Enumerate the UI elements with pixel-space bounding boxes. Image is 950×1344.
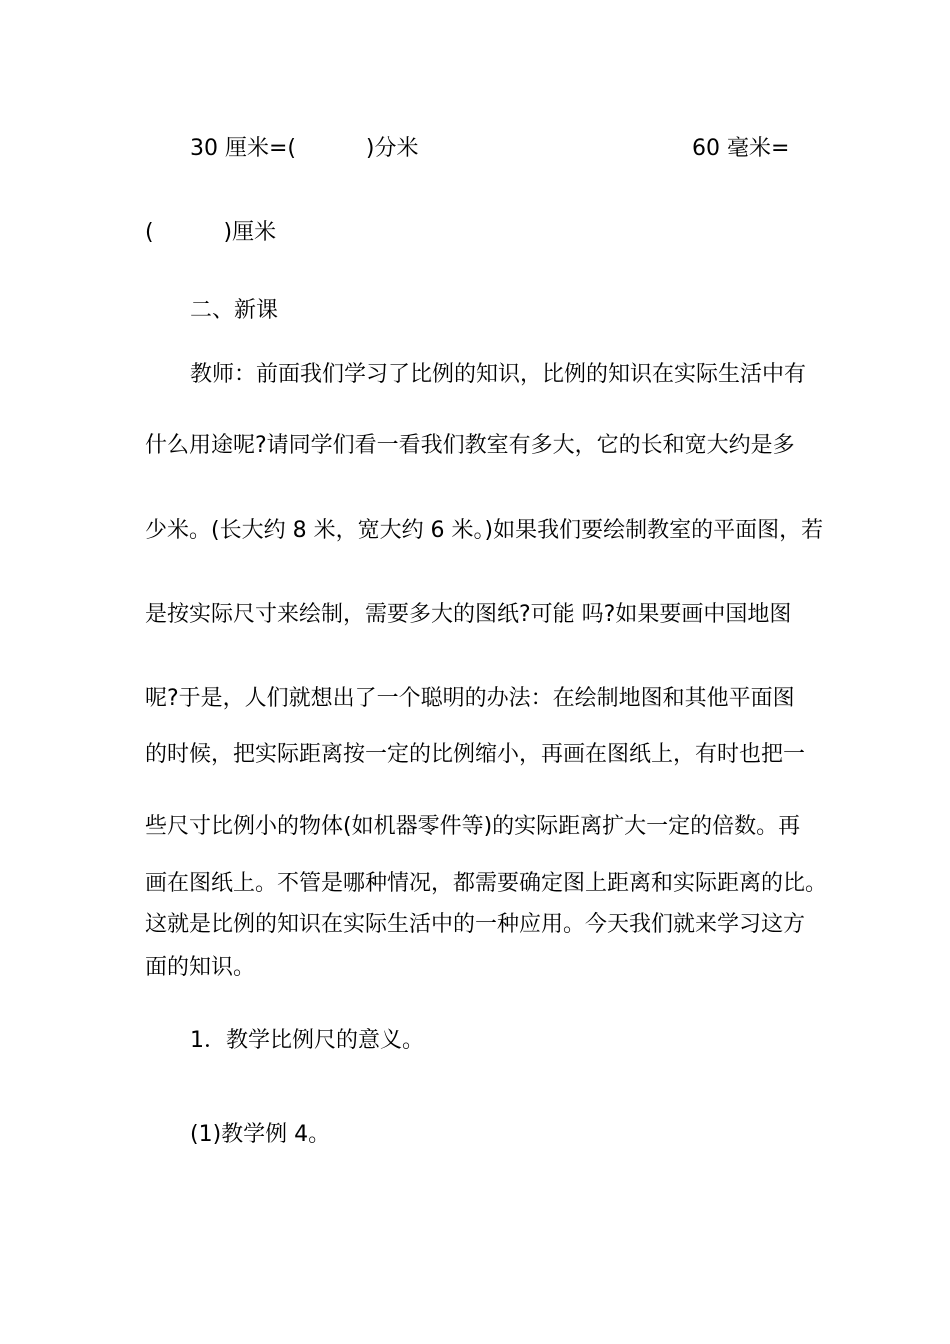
- paragraph-line: 教师：前面我们学习了比例的知识，比例的知识在实际生活中有: [190, 362, 807, 387]
- paragraph-line: 面的知识。: [145, 955, 256, 980]
- section-title: 二、新课: [190, 298, 279, 323]
- exercise-item-mm-to-cm-blank: ( )厘米: [145, 220, 277, 245]
- paragraph-line: 少米。(长大约 8 米，宽大约 6 米。)如果我们要绘制教室的平面图，若: [145, 518, 824, 543]
- paragraph-line: 这就是比例的知识在实际生活中的一种应用。今天我们就来学习这方: [145, 912, 806, 937]
- subsection-heading: 1．教学比例尺的意义。: [190, 1028, 424, 1053]
- paragraph-line: 呢?于是，人们就想出了一个聪明的办法：在绘制地图和其他平面图: [145, 686, 795, 711]
- paragraph-line: 些尺寸比例小的物体(如机器零件等)的实际距离扩大一定的倍数。再: [145, 814, 801, 839]
- paragraph-line: 是按实际尺寸来绘制，需要多大的图纸?可能 吗?如果要画中国地图: [145, 602, 792, 627]
- paragraph-line: 画在图纸上。不管是哪种情况，都需要确定图上距离和实际距离的比。: [145, 871, 828, 896]
- exercise-item-cm-to-dm: 30 厘米=( )分米: [190, 136, 419, 161]
- paragraph-line: 的时候，把实际距离按一定的比例缩小，再画在图纸上，有时也把一: [145, 742, 806, 767]
- exercise-item-mm-to-cm: 60 毫米=: [692, 136, 790, 161]
- subsection-item: (1)教学例 4。: [190, 1122, 331, 1147]
- paragraph-line: 什么用途呢?请同学们看一看我们教室有多大，它的长和宽大约是多: [145, 433, 795, 458]
